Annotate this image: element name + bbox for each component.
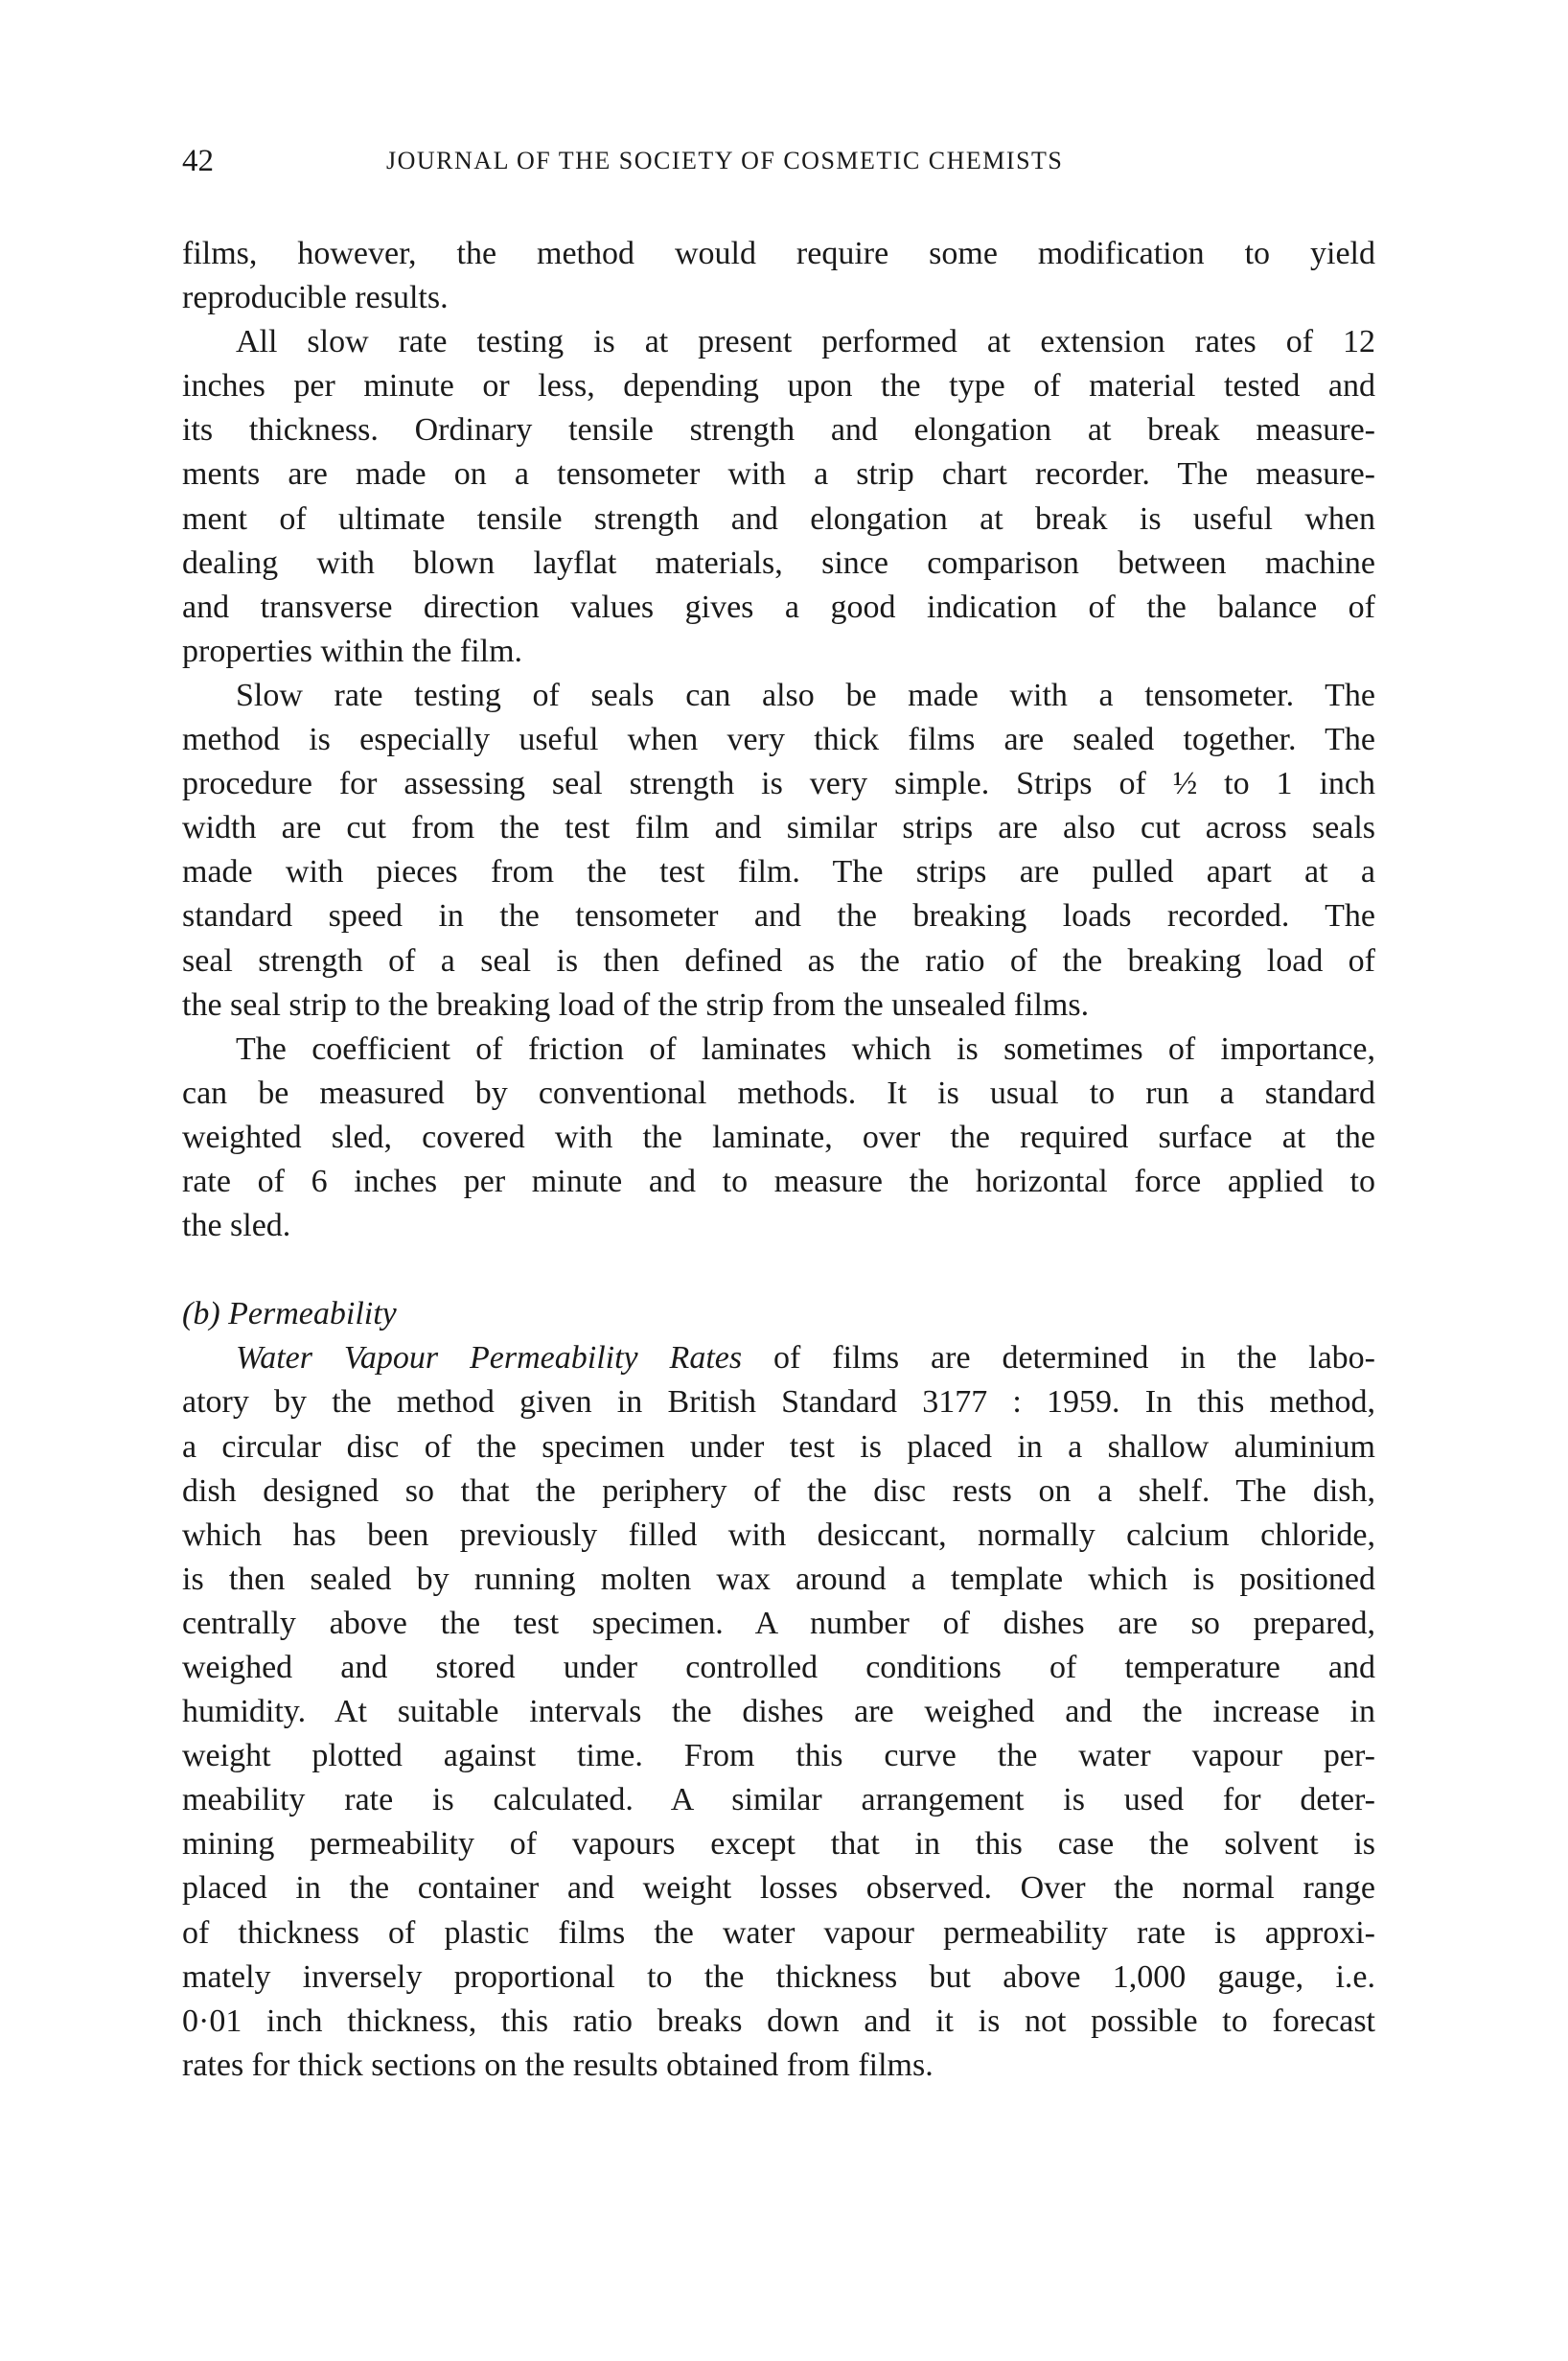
paragraph-line: weight plotted against time. From this curve the water vapour per- — [182, 1738, 1375, 1774]
paragraph-line: Slow rate testing of seals can also be made with a tensometer. The — [236, 677, 1375, 713]
paragraph-line: procedure for assessing seal strength is very simple. Strips of ½ to 1 inch — [182, 766, 1375, 802]
paragraph-line: placed in the container and weight losses observed. Over the normal range — [182, 1870, 1375, 1907]
paragraph-line: can be measured by conventional methods. It is usual to run a standard — [182, 1075, 1375, 1111]
paragraph-line: of thickness of plastic films the water vapour permeability rate is approxi- — [182, 1914, 1375, 1951]
paragraph-line: All slow rate testing is at present performed at extension rates of 12 — [236, 324, 1375, 360]
paragraph-line: weighted sled, covered with the laminate, over the required surface at the — [182, 1119, 1375, 1155]
paragraph-line: made with pieces from the test film. The strips are pulled apart at a — [182, 854, 1375, 891]
paragraph-line: the sled. — [182, 1208, 291, 1244]
paragraph-line: mining permeability of vapours except that in this case the solvent is — [182, 1826, 1375, 1863]
paragraph-line: standard speed in the tensometer and the breaking loads recorded. The — [182, 898, 1375, 935]
paragraph-line: ment of ultimate tensile strength and elongation at break is useful when — [182, 500, 1375, 537]
paragraph-permeability — [182, 1336, 1375, 2088]
paragraph-line: rate of 6 inches per minute and to measure the horizontal force applied to — [182, 1163, 1375, 1199]
paragraph-line: rates for thick sections on the results obtained from films. — [182, 2047, 934, 2083]
article-body — [182, 232, 1375, 2088]
paragraph-line: films, however, the method would require some modification to yield — [182, 236, 1375, 271]
section-heading: (b) Permeability — [182, 1296, 397, 1332]
paragraph — [182, 674, 1375, 1028]
running-header — [182, 139, 1375, 183]
paragraph-line: humidity. At suitable intervals the dishes are weighed and the increase in — [182, 1694, 1375, 1730]
paragraph — [182, 232, 1375, 320]
tensile-testing-section — [182, 232, 1375, 1248]
page-number: 42 — [182, 144, 214, 178]
paragraph-line: its thickness. Ordinary tensile strength and elongation at break measure- — [182, 412, 1375, 449]
paragraph-line: weighed and stored under controlled conditions of temperature and — [182, 1650, 1375, 1685]
paragraph-line: width are cut from the test film and similar strips are also cut across seals — [182, 810, 1375, 846]
paragraph — [182, 1028, 1375, 1248]
paragraph — [182, 320, 1375, 674]
paragraph-line: is then sealed by running molten wax around a template which is positioned — [182, 1561, 1375, 1597]
paragraph-line: which has been previously filled with desiccant, normally calcium chloride, — [182, 1516, 1375, 1553]
paragraph-line: The coefficient of friction of laminates which is sometimes of importance, — [236, 1030, 1375, 1067]
paragraph-line: ments are made on a tensometer with a strip chart recorder. The measure- — [182, 456, 1375, 493]
paragraph-line: and transverse direction values gives a good indication of the balance of — [182, 589, 1375, 625]
paragraph-line: seal strength of a seal is then defined as the ratio of the breaking load of — [182, 942, 1375, 979]
paragraph-line: centrally above the test specimen. A number of dishes are so prepared, — [182, 1605, 1375, 1641]
paragraph-line: reproducible results. — [182, 280, 449, 316]
paragraph-line: the seal strip to the breaking load of the strip from the unsealed films. — [182, 986, 1090, 1023]
paragraph-line: meability rate is calculated. A similar arrangement is used for deter- — [182, 1782, 1375, 1818]
paragraph-line: method is especially useful when very thick films are sealed together. The — [182, 722, 1375, 758]
paragraph-line: dealing with blown layflat materials, since comparison between machine — [182, 544, 1375, 581]
paragraph-line: inches per minute or less, depending upon the type of material tested and — [182, 368, 1375, 405]
paragraph-line: Water Vapour Permeability Rates of films are determined in the labo- — [236, 1340, 1375, 1377]
paragraph-line: mately inversely proportional to the thickness but above 1,000 gauge, i.e. — [182, 1958, 1375, 1995]
paragraph-line: properties within the film. — [182, 633, 523, 669]
paragraph-line: 0·01 inch thickness, this ratio breaks down and it is not possible to forecast — [182, 2002, 1375, 2039]
paragraph-line: dish designed so that the periphery of the disc rests on a shelf. The dish, — [182, 1472, 1375, 1509]
journal-title: JOURNAL OF THE SOCIETY OF COSMETIC CHEMISTS — [386, 147, 1064, 174]
italic-term: Water Vapour Permeability Rates — [236, 1340, 743, 1377]
paragraph-line: atory by the method given in British Standard 3177 : 1959. In this method, — [182, 1384, 1375, 1421]
paragraph-line: a circular disc of the specimen under test is placed in a shallow aluminium — [182, 1428, 1375, 1465]
